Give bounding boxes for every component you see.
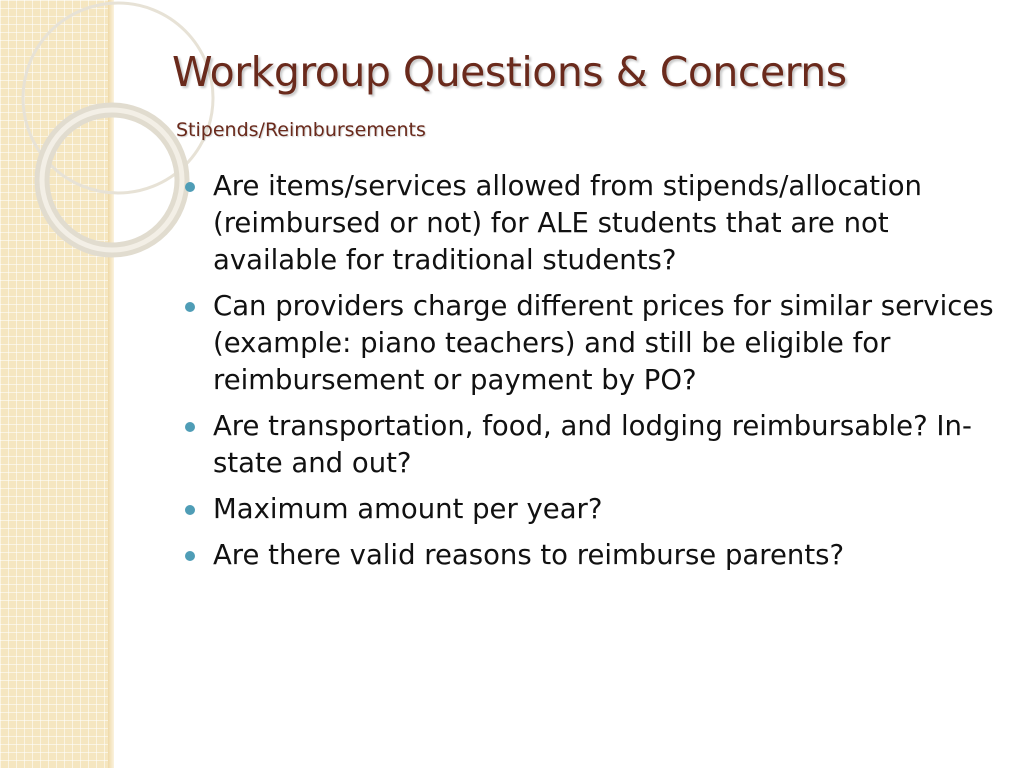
bullet-text: Are transportation, food, and lodging reimbursable? In-state and out? bbox=[213, 410, 972, 479]
bullet-text: Can providers charge different prices for similar services (example: piano teachers) and still be eligible for reimbursement or payment by PO? bbox=[213, 290, 994, 396]
bullet-item bbox=[182, 491, 1002, 528]
slide-title: Workgroup Questions & Concerns bbox=[172, 48, 847, 96]
bullet-text: Are there valid reasons to reimburse parents? bbox=[213, 539, 845, 571]
bullet-dot-icon bbox=[185, 422, 195, 432]
bullet-text: Are items/services allowed from stipends/allocation (reimbursed or not) for ALE students that are not available for traditional students? bbox=[213, 170, 922, 276]
bullet-item bbox=[182, 408, 1002, 482]
bullet-dot-icon bbox=[185, 182, 195, 192]
slide-subtitle: Stipends/Reimbursements bbox=[176, 119, 426, 141]
bullet-text: Maximum amount per year? bbox=[213, 493, 603, 525]
bullet-item bbox=[182, 288, 1002, 399]
bullet-list bbox=[182, 168, 1002, 583]
bullet-dot-icon bbox=[185, 551, 195, 561]
bullet-item bbox=[182, 168, 1002, 279]
bullet-dot-icon bbox=[185, 302, 195, 312]
bullet-item bbox=[182, 537, 1002, 574]
bullet-dot-icon bbox=[185, 505, 195, 515]
